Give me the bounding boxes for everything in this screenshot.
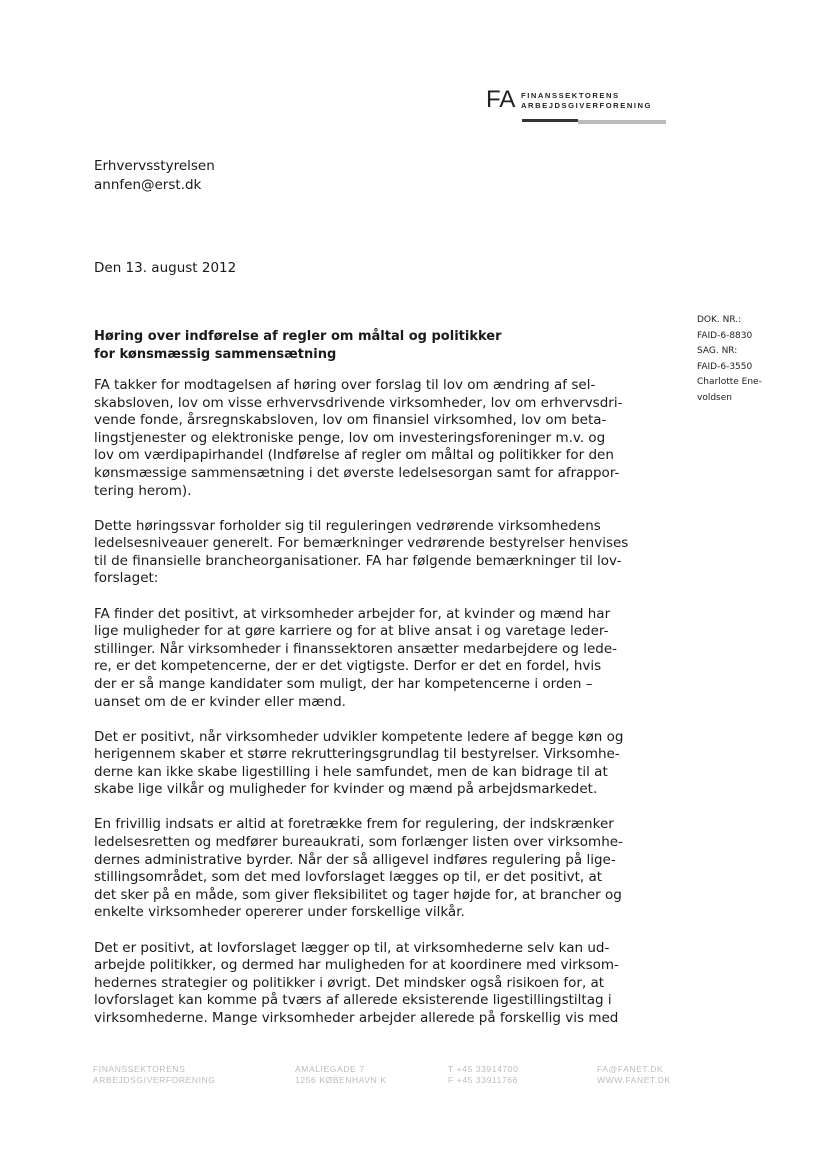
body-paragraph [94,816,654,922]
paragraph-line: det sker på en måde, som giver fleksibilitet og tager højde for, at brancher og [94,886,622,903]
logo-wordmark [521,91,652,111]
case-number-label: SAG. NR: [697,346,738,356]
paragraph-line: skabsloven, lov om visse erhvervsdrivende virksomheder, lov om erhvervsdri- [94,394,623,411]
footer-address-line-1: AMALIEGADE 7 [295,1064,365,1074]
logo-line-2: ARBEJDSGIVERFORENING [521,101,652,110]
paragraph-line: hedernes strategier og politikker i øvrigt. Det mindsker også risikoen for, at [94,974,605,991]
footer-org-line-1: FINANSSEKTORENS [93,1064,186,1074]
footer-address-line-2: 1256 KØBENHAVN K [295,1075,387,1085]
footer-website: WWW.FANET.DK [597,1075,671,1085]
paragraph-line: lovforslaget kan komme på tværs af allerede eksisterende ligestillingstiltag i [94,992,612,1009]
paragraph-line: ledelsesniveauer generelt. For bemærkninger vedrørende bestyrelser henvises [94,535,629,552]
paragraph-line: til de finansielle brancheorganisationer. FA har følgende bemærkninger til lov- [94,552,622,569]
body-paragraph [94,377,654,500]
recipient-block [94,157,215,195]
paragraph-line: arbejde politikker, og dermed har muligheden for at koordinere med virksom- [94,957,619,974]
logo-line-1: FINANSSEKTORENS [521,91,620,100]
body-paragraph [94,940,654,1028]
paragraph-line: vende fonde, årsregnskabsloven, lov om finansiel virksomhed, lov om beta- [94,412,607,429]
recipient-name: Erhvervsstyrelsen [94,158,215,174]
logo-underline-bar [522,119,666,124]
paragraph-line: lige muligheder for at gøre karriere og for at blive ansat i og varetage leder- [94,623,609,640]
paragraph-line: stillinger. Når virksomheder i finanssektoren ansætter medarbejdere og lede- [94,640,618,657]
body-paragraph [94,606,654,712]
doc-number-value: FAID-6-8830 [697,330,753,341]
paragraph-line: Det er positivt, når virksomheder udvikler kompetente ledere af begge køn og [94,728,624,745]
paragraph-line: FA finder det positivt, at virksomheder arbejder for, at kvinder og mænd har [94,605,611,622]
footer-phone [448,1064,518,1086]
paragraph-line: tering herom). [94,482,192,499]
paragraph-line: der er så mange kandidater som muligt, der har kompetencerne i orden – [94,675,593,692]
author-line-1: Charlotte Ene- [697,377,762,387]
paragraph-line: herigennem skaber et større rekrutteringsgrundlag til bestyrelser. Virksomhe- [94,746,620,763]
author-line-2: voldsen [697,392,732,403]
paragraph-line: stillingsområdet, som det med lovforslaget lægges op til, er det positivt, at [94,869,603,886]
paragraph-line: Dette høringssvar forholder sig til reguleringen vedrørende virksomhedens [94,517,601,534]
paragraph-line: FA takker for modtagelsen af høring over forslag til lov om ændring af sel- [94,377,596,393]
paragraph-line: dernes administrative byrder. Når der så alligevel indføres regulering på lige- [94,851,616,868]
fa-logo [486,86,666,126]
paragraph-line: virksomhederne. Mange virksomheder arbejder allerede på forskellig vis med [94,1009,619,1026]
paragraph-line: Det er positivt, at lovforslaget lægger op til, at virksomhederne selv kan ud- [94,939,610,956]
logo-mark: FA [486,86,516,113]
case-number-value: FAID-6-3550 [697,361,753,372]
doc-number-label: DOK. NR.: [697,315,742,325]
title-line-2: for kønsmæssig sammensætning [94,346,337,362]
recipient-email: annfen@erst.dk [94,177,202,193]
footer-email: FA@FANET.DK [597,1064,664,1074]
footer-organization [93,1064,216,1086]
footer-phone-line-2: F +45 33911766 [448,1075,518,1085]
paragraph-line: lov om værdipapirhandel (Indførelse af regler om måltal og politikker for den [94,447,614,464]
letter-date: Den 13. august 2012 [94,260,237,276]
body-paragraph [94,518,654,588]
paragraph-line: uanset om de er kvinder eller mænd. [94,693,346,710]
footer-phone-line-1: T +45 33914700 [448,1064,519,1074]
reference-sidebar [697,313,787,406]
paragraph-line: kønsmæssige sammensætning i det øverste ledelsesorgan samt for afrappor- [94,464,620,481]
title-line-1: Høring over indførelse af regler om måltal og politikker [94,329,502,344]
paragraph-line: re, er det kompetencerne, der er det vigtigste. Derfor er det en fordel, hvis [94,658,602,675]
paragraph-line: ledelsesretten og medfører bureaukrati, som forlænger listen over virksomhe- [94,834,623,851]
footer-web [597,1064,671,1086]
letter-body [94,377,654,1045]
letter-title [94,328,654,363]
footer-org-line-2: ARBEJDSGIVERFORENING [93,1075,216,1085]
paragraph-line: enkelte virksomheder opererer under forskellige vilkår. [94,904,465,921]
logo-bar-dark [522,119,578,122]
paragraph-line: lingstjenester og elektroniske penge, lov om investeringsforeninger m.v. og [94,429,606,446]
footer-address [295,1064,387,1086]
body-paragraph [94,729,654,799]
paragraph-line: En frivillig indsats er altid at foretrække frem for regulering, der indskrænker [94,816,614,833]
paragraph-line: skabe lige vilkår og muligheder for kvinder og mænd på arbejdsmarkedet. [94,781,598,798]
paragraph-line: forslaget: [94,570,159,587]
paragraph-line: derne kan ikke skabe ligestilling i hele samfundet, men de kan bidrage til at [94,763,608,780]
logo-bar-grey [578,120,666,124]
